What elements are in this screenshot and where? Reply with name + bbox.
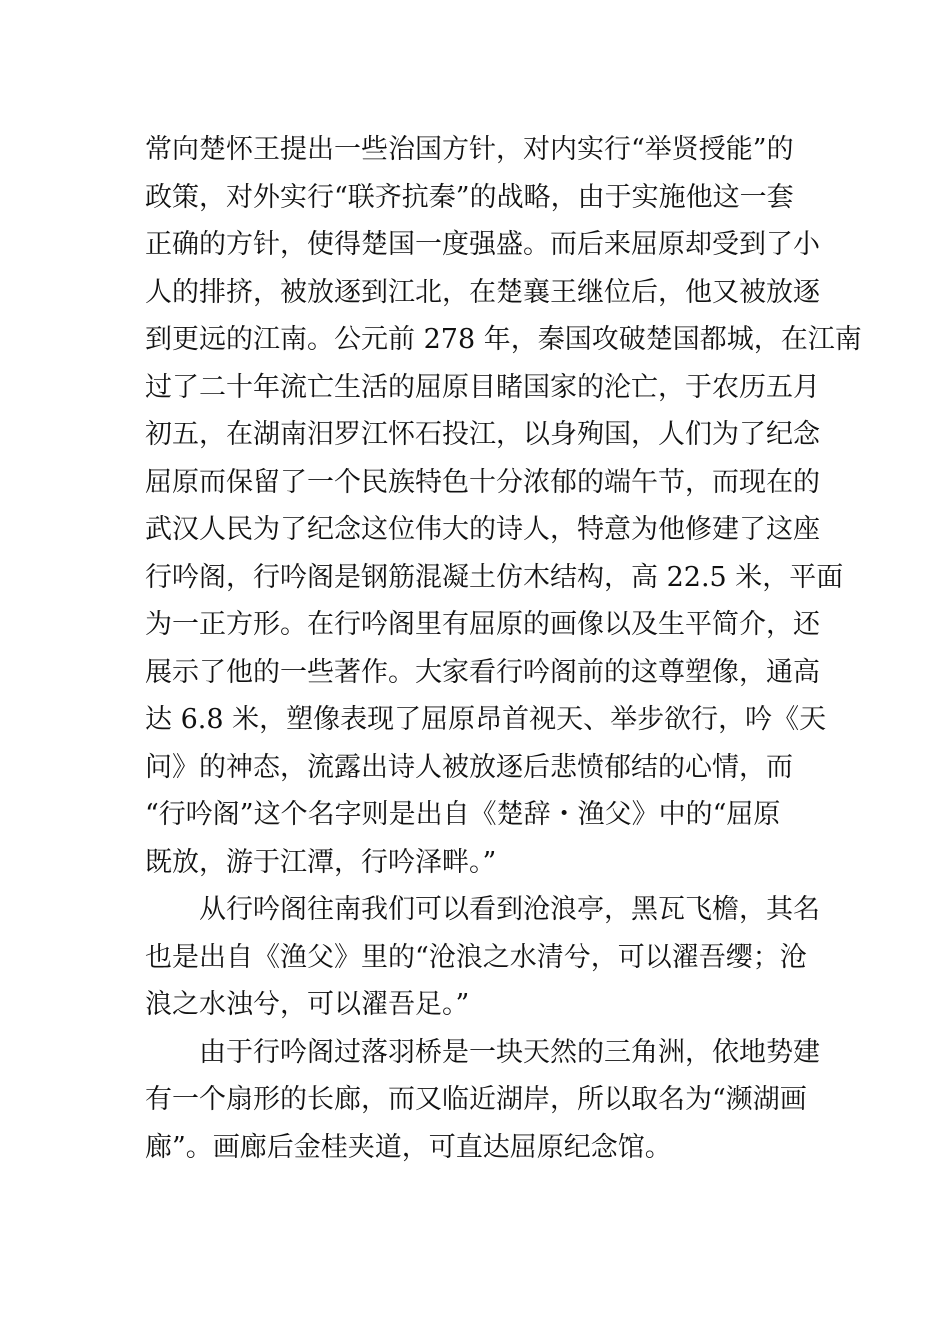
text-line: 屈原而保留了一个民族特色十分浓郁的端午节，而现在的	[145, 466, 820, 498]
text-line: 从行吟阁往南我们可以看到沧浪亭，黑瓦飞檐，其名	[199, 894, 820, 925]
text-line: 由于行吟阁过落羽桥是一块天然的三角洲，依地势建	[199, 1036, 820, 1068]
text-line: 武汉人民为了纪念这位伟大的诗人，特意为他修建了这座	[145, 514, 820, 545]
text-line: 常向楚怀王提出一些治国方针，对内实行“举贤授能”的	[145, 134, 794, 165]
text-line: 浪之水浊兮，可以濯吾足。”	[145, 989, 470, 1020]
text-line: 达 6.8 米，塑像表现了屈原昂首视天、举步欲行，吟《天	[145, 704, 827, 735]
document-body	[145, 126, 862, 1171]
text-line: 有一个扇形的长廊，而又临近湖岸，所以取名为“濒湖画	[145, 1084, 807, 1115]
text-line: 到更远的江南。公元前 278 年，秦国攻破楚国都城，在江南	[145, 324, 862, 355]
text-line: 过了二十年流亡生活的屈原目睹国家的沦亡，于农历五月	[145, 371, 820, 403]
text-line: 行吟阁，行吟阁是钢筋混凝土仿木结构，高 22.5 米，平面	[145, 561, 844, 593]
text-line: 政策，对外实行“联齐抗秦”的战略，由于实施他这一套	[145, 181, 794, 213]
text-line: 为一正方形。在行吟阁里有屈原的画像以及生平简介，还	[145, 609, 820, 640]
paragraph-1	[145, 126, 862, 886]
text-line: 人的排挤，被放逐到江北，在楚襄王继位后，他又被放逐	[145, 276, 820, 308]
text-line: 既放，游于江潭，行吟泽畔。”	[145, 846, 497, 878]
text-line: 初五，在湖南汨罗江怀石投江，以身殉国，人们为了纪念	[145, 419, 820, 450]
text-line: 也是出自《渔父》里的“沧浪之水清兮，可以濯吾缨；沧	[145, 941, 807, 973]
text-line: 廊”。画廊后金桂夹道，可直达屈原纪念馆。	[145, 1131, 672, 1163]
paragraph-3	[145, 1029, 820, 1172]
text-line: 正确的方针，使得楚国一度强盛。而后来屈原却受到了小	[145, 229, 820, 260]
text-line: “行吟阁”这个名字则是出自《楚辞・渔父》中的“屈原	[145, 799, 781, 830]
text-line: 展示了他的一些著作。大家看行吟阁前的这尊塑像，通高	[145, 656, 820, 688]
text-line: 问》的神态，流露出诗人被放逐后悲愤郁结的心情，而	[145, 751, 793, 783]
paragraph-2	[145, 886, 820, 1029]
